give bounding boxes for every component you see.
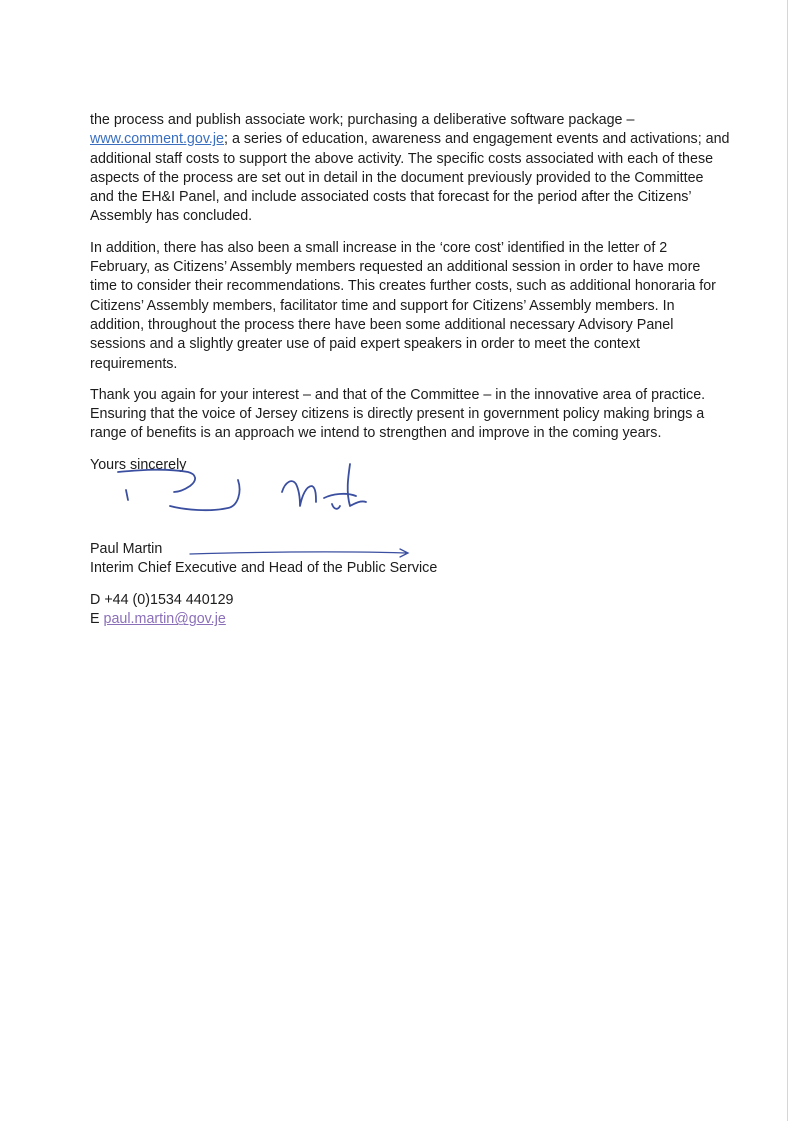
email-line <box>90 610 234 629</box>
signer-name: Paul Martin <box>90 541 163 557</box>
scan-edge <box>787 0 788 1121</box>
paragraph-core-cost: In addition, there has also been a small increase in the ‘core cost’ identified in the letter of 2 February, as Citizens’ Assembly members requested an additional session in order to have more time to consider their recommendations. This creates further costs, such as additional honoraria for Citizens’ Assembly members, facilitator time and support for Citizens’ Assembly members. In addition, throughout the process there have been some additional necessary Advisory Panel sessions and a slightly greater use of paid expert speakers in order to meet the context requirements. <box>90 239 716 372</box>
contact-details <box>90 591 234 630</box>
closing-line: Yours sincerely <box>90 456 187 473</box>
phone-number: +44 (0)1534 440129 <box>104 592 234 608</box>
email-link[interactable]: paul.martin@gov.je <box>103 611 226 628</box>
paragraph-costs: the process and publish associate work; purchasing a deliberative software package – www.comment.gov.je; a series of education, awareness and engagement events and activations; and additional staff costs to support the above activity. The specific costs associated with each of these aspects of the process are set out in detail in the document previously provided to the Committee and the EH&I Panel, and include associated costs that forecast for the period after the Citizens’ Assembly has concluded. <box>90 112 730 225</box>
email-label: E <box>90 611 100 628</box>
signer-block <box>90 540 437 579</box>
phone-label: D <box>90 592 101 608</box>
signer-title: Interim Chief Executive and Head of the Public Service <box>90 560 438 577</box>
letter-body <box>90 111 730 475</box>
phone-line <box>90 591 234 610</box>
paragraph-thanks: Thank you again for your interest – and that of the Committee – in the innovative area of practice. Ensuring that the voice of Jersey citizens is directly present in government policy making brings a range of benefits is an approach we intend to strengthen and improve in the coming years. <box>90 386 706 442</box>
comment-website-link[interactable]: www.comment.gov.je <box>90 131 225 148</box>
